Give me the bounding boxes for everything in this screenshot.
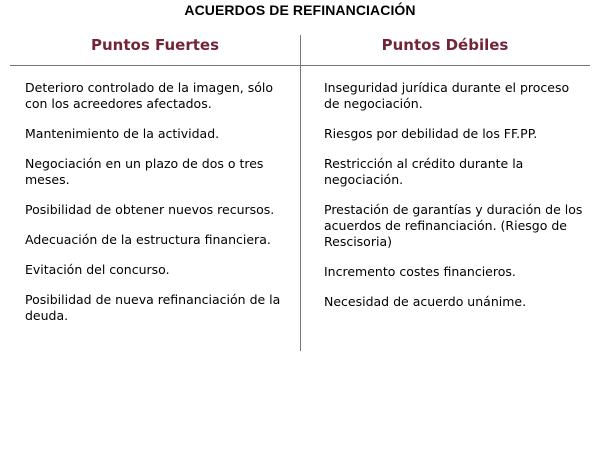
strength-item: Evitación del concurso. — [25, 262, 170, 277]
column-divider — [300, 35, 301, 351]
strength-item: Adecuación de la estructura financiera. — [25, 232, 271, 247]
strengths-list — [25, 80, 293, 338]
weakness-item: Riesgos por debilidad de los FF.PP. — [324, 126, 538, 141]
weakness-item: Inseguridad jurídica durante el proceso de negociación. — [324, 80, 570, 111]
weaknesses-list — [324, 80, 586, 324]
weakness-item: Restricción al crédito durante la negociación. — [324, 156, 524, 187]
weakness-item: Prestación de garantías y duración de los acuerdos de refinanciación. (Riesgo de Rescisoria) — [324, 202, 583, 249]
strength-item: Negociación en un plazo de dos o tres meses. — [25, 156, 264, 187]
slide-title: ACUERDOS DE REFINANCIACIÓN — [184, 2, 416, 18]
weakness-item: Incremento costes financieros. — [324, 264, 516, 279]
strength-item: Deterioro controlado de la imagen, sólo con los acreedores afectados. — [25, 80, 273, 111]
strengths-header: Puntos Fuertes — [91, 36, 219, 54]
strength-item: Posibilidad de obtener nuevos recursos. — [25, 202, 275, 217]
strength-item: Mantenimiento de la actividad. — [25, 126, 220, 141]
strength-item: Posibilidad de nueva refinanciación de la deuda. — [25, 292, 281, 323]
weaknesses-header: Puntos Débiles — [381, 36, 509, 54]
weakness-item: Necesidad de acuerdo unánime. — [324, 294, 527, 309]
